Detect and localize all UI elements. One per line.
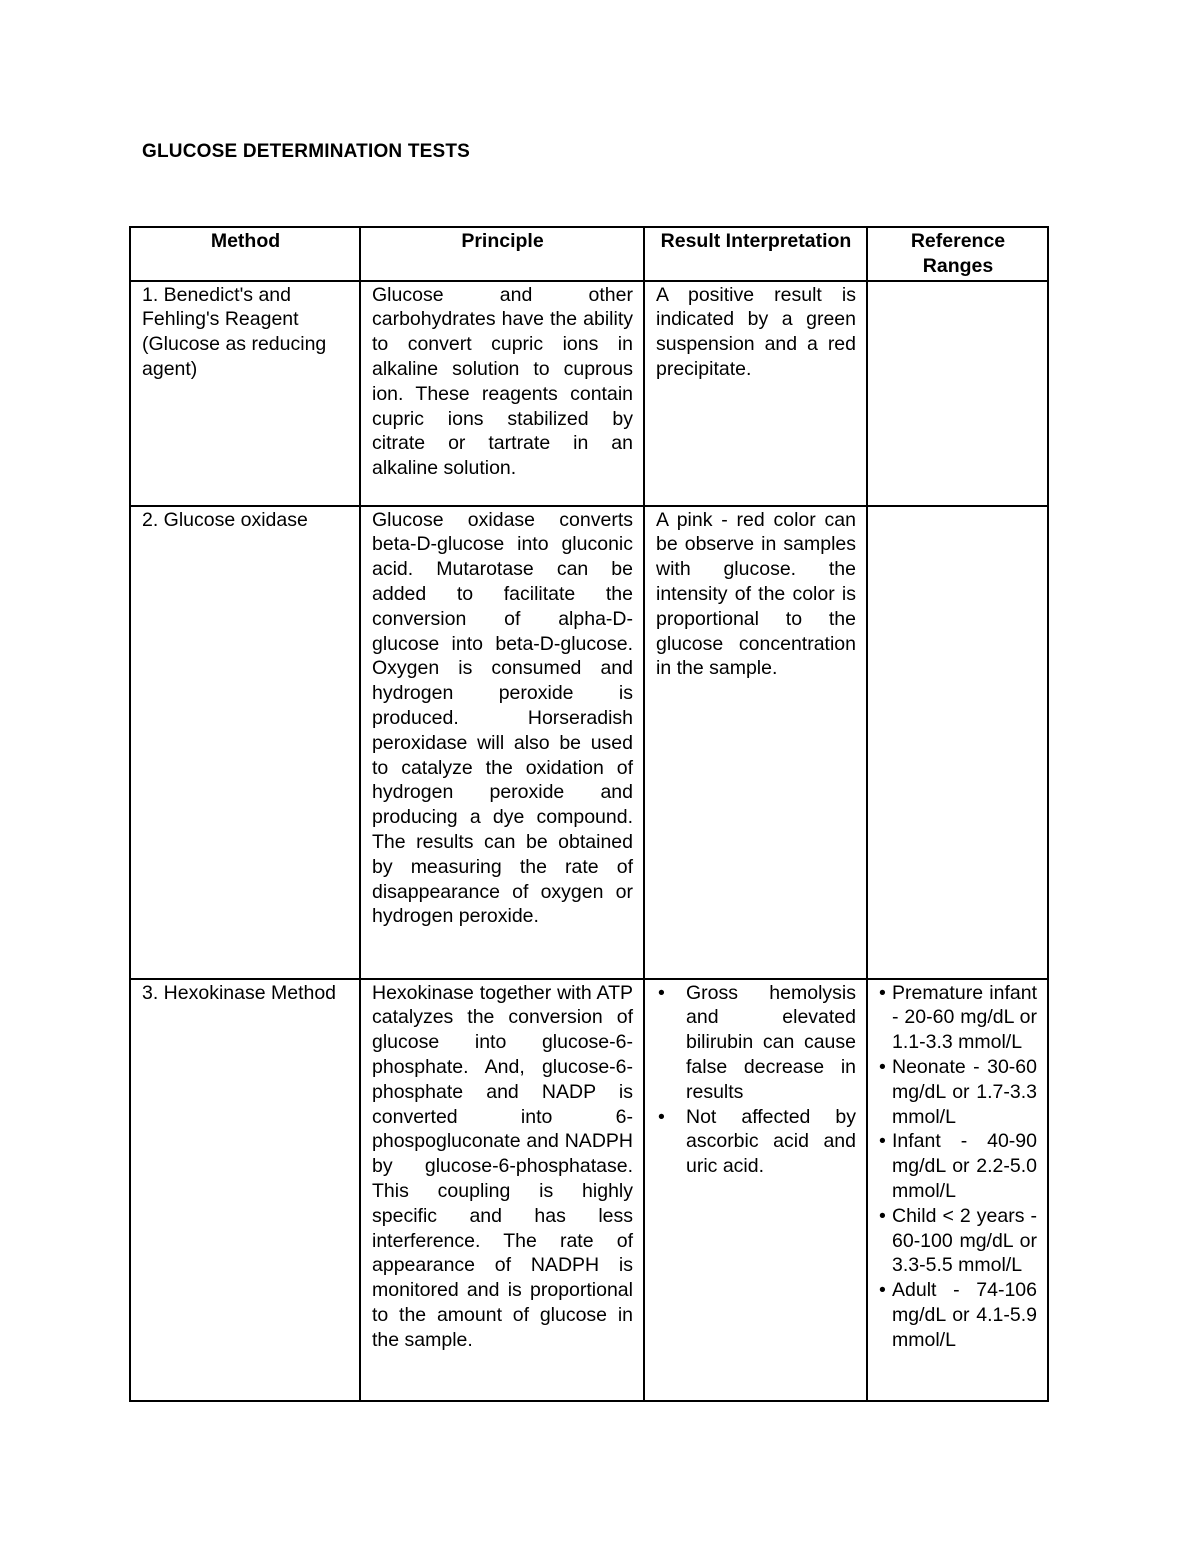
reference-bullet-item [879,1204,1037,1278]
result-bullet-text: Gross hemolysis and elevated bilirubin can cause false decrease in results [686,981,856,1103]
header-result-interpretation: Result Interpretation [644,227,867,281]
result-cell: A pink - red color can be observe in samples with glucose. the intensity of the color is proportional to the glucose concentration in the sample. [644,506,867,979]
bullet-icon: • [879,981,886,1004]
result-cell [644,979,867,1401]
method-cell: 3. Hexokinase Method [130,979,360,1401]
reference-cell [867,506,1048,979]
result-cell: A positive result is indicated by a green suspension and a red precipitate. [644,281,867,506]
reference-bullet-item [879,1055,1037,1129]
table-row [130,281,1048,506]
method-cell: 1. Benedict's and Fehling's Reagent (Glucose as reducing agent) [130,281,360,506]
reference-bullet-item [879,1129,1037,1203]
principle-cell: Glucose oxidase converts beta-D-glucose into gluconic acid. Mutarotase can be added to facilitate the conversion of alpha-D-glucose into beta-D-glucose. Oxygen is consumed and hydrogen peroxide is produced. Horseradish peroxidase will also be used to catalyze the oxidation of hydrogen peroxide and producing a dye compound. The results can be obtained by measuring the rate of disappearance of oxygen or hydrogen peroxide. [360,506,644,979]
reference-cell [867,979,1048,1401]
bullet-icon: • [879,1204,886,1227]
result-bullet-item [656,1105,856,1179]
table-header-row [130,227,1048,281]
reference-bullet-text: Neonate - 30-60 mg/dL or 1.7-3.3 mmol/L [892,1055,1037,1128]
reference-bullet-list [879,981,1037,1353]
bullet-icon: • [879,1279,886,1302]
bullet-icon: • [658,981,665,1004]
method-cell: 2. Glucose oxidase [130,506,360,979]
reference-bullet-text: Infant - 40-90 mg/dL or 2.2-5.0 mmol/L [892,1130,1037,1202]
header-reference-ranges: Reference Ranges [867,227,1048,281]
reference-cell [867,281,1048,506]
table-row [130,979,1048,1401]
reference-bullet-text: Child < 2 years - 60-100 mg/dL or 3.3-5.5 mmol/L [892,1204,1037,1277]
bullet-icon: • [879,1130,886,1153]
bullet-icon: • [879,1055,886,1078]
reference-bullet-item [879,1278,1037,1352]
result-bullet-item [656,981,856,1105]
reference-bullet-item [879,981,1037,1055]
glucose-tests-table [129,226,1049,1402]
principle-cell: Hexokinase together with ATP catalyzes the conversion of glucose into glucose-6-phosphate. And, glucose-6-phosphate and NADP is converted into 6-phospogluconate and NADPH by glucose-6-phosphatase. This coupling is highly specific and has less interference. The rate of appearance of NADPH is monitored and is proportional to the amount of glucose in the sample. [360,979,644,1401]
reference-bullet-text: Premature infant - 20-60 mg/dL or 1.1-3.3 mmol/L [892,981,1037,1054]
result-bullet-text: Not affected by ascorbic acid and uric acid. [686,1105,856,1178]
result-bullet-list [656,981,856,1179]
table-row [130,506,1048,979]
header-principle: Principle [360,227,644,281]
reference-bullet-text: Adult - 74-106 mg/dL or 4.1-5.9 mmol/L [892,1279,1037,1351]
principle-cell: Glucose and other carbohydrates have the ability to convert cupric ions in alkaline solution to cuprous ion. These reagents contain cupric ions stabilized by citrate or tartrate in an alkaline solution. [360,281,644,506]
document-title: GLUCOSE DETERMINATION TESTS [142,141,471,162]
header-method: Method [130,227,360,281]
bullet-icon: • [658,1105,665,1128]
